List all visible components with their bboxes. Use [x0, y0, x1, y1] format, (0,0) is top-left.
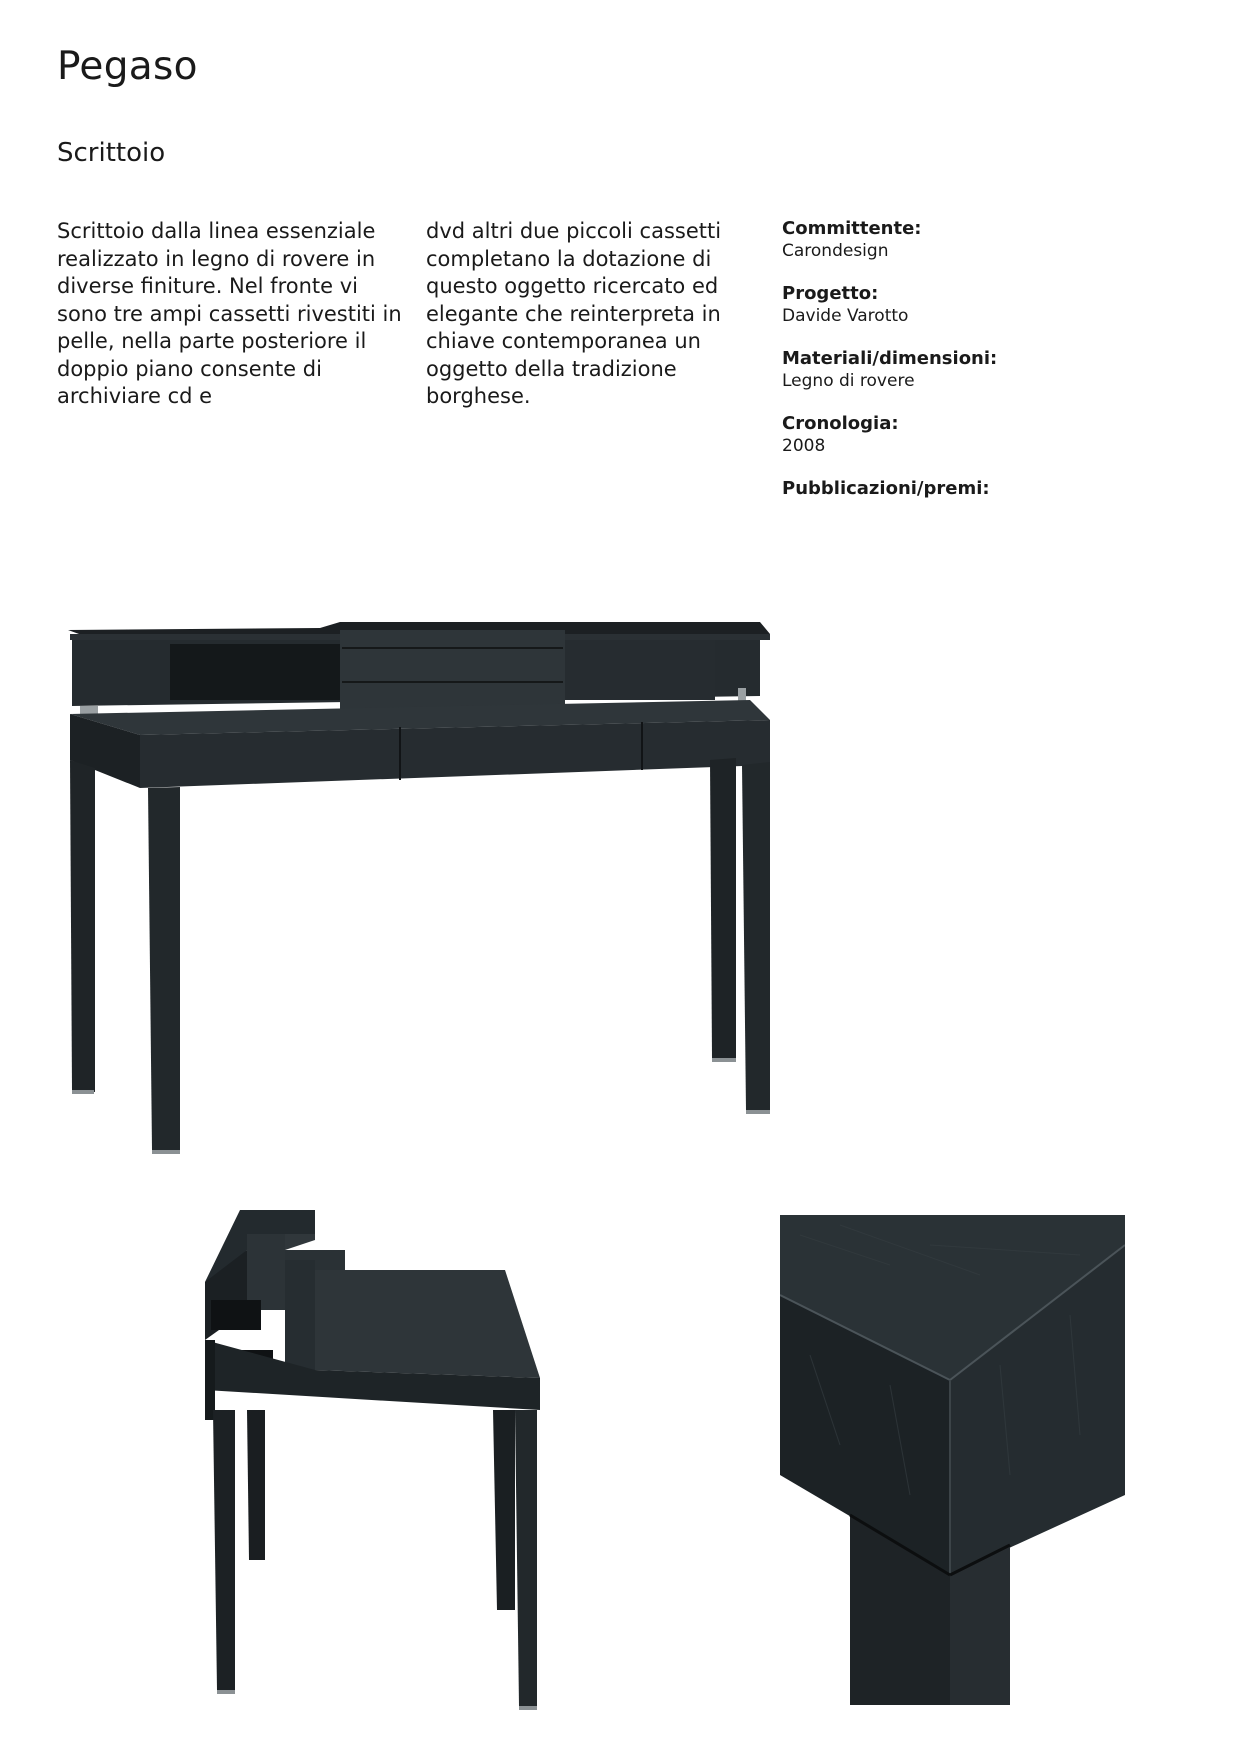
description-column-2: dvd altri due piccoli cassetti completano la dotazione di questo oggetto ricercato ed elegante che reinterpreta in chiave contemporanea un oggetto della tradizione borghese.	[426, 219, 722, 408]
cronologia-value: 2008	[782, 436, 826, 456]
info-cronologia	[782, 413, 1112, 457]
desk-corner-detail-photo	[780, 1215, 1125, 1705]
cronologia-label: Cronologia:	[782, 413, 899, 434]
info-progetto	[782, 283, 1112, 327]
desk-side-photo	[205, 1210, 555, 1710]
desk-front-photo	[60, 610, 790, 1170]
page-subtitle: Scrittoio	[57, 138, 166, 168]
info-panel	[782, 218, 1112, 521]
committente-label: Committente:	[782, 218, 922, 239]
progetto-value: Davide Varotto	[782, 306, 909, 326]
info-materiali	[782, 348, 1112, 392]
materiali-label: Materiali/dimensioni:	[782, 348, 998, 369]
description-column-1: Scrittoio dalla linea essenziale realizzato in legno di rovere in diverse finiture. Nel fronte vi sono tre ampi cassetti rivestiti in pelle, nella parte posteriore il doppio piano consente di archiviare cd e	[57, 219, 402, 408]
info-committente	[782, 218, 1112, 262]
materiali-value: Legno di rovere	[782, 371, 915, 391]
progetto-label: Progetto:	[782, 283, 879, 304]
committente-value: Carondesign	[782, 241, 889, 261]
info-pubblicazioni	[782, 478, 1112, 500]
pubblicazioni-label: Pubblicazioni/premi:	[782, 478, 990, 499]
page-title: Pegaso	[57, 44, 198, 89]
